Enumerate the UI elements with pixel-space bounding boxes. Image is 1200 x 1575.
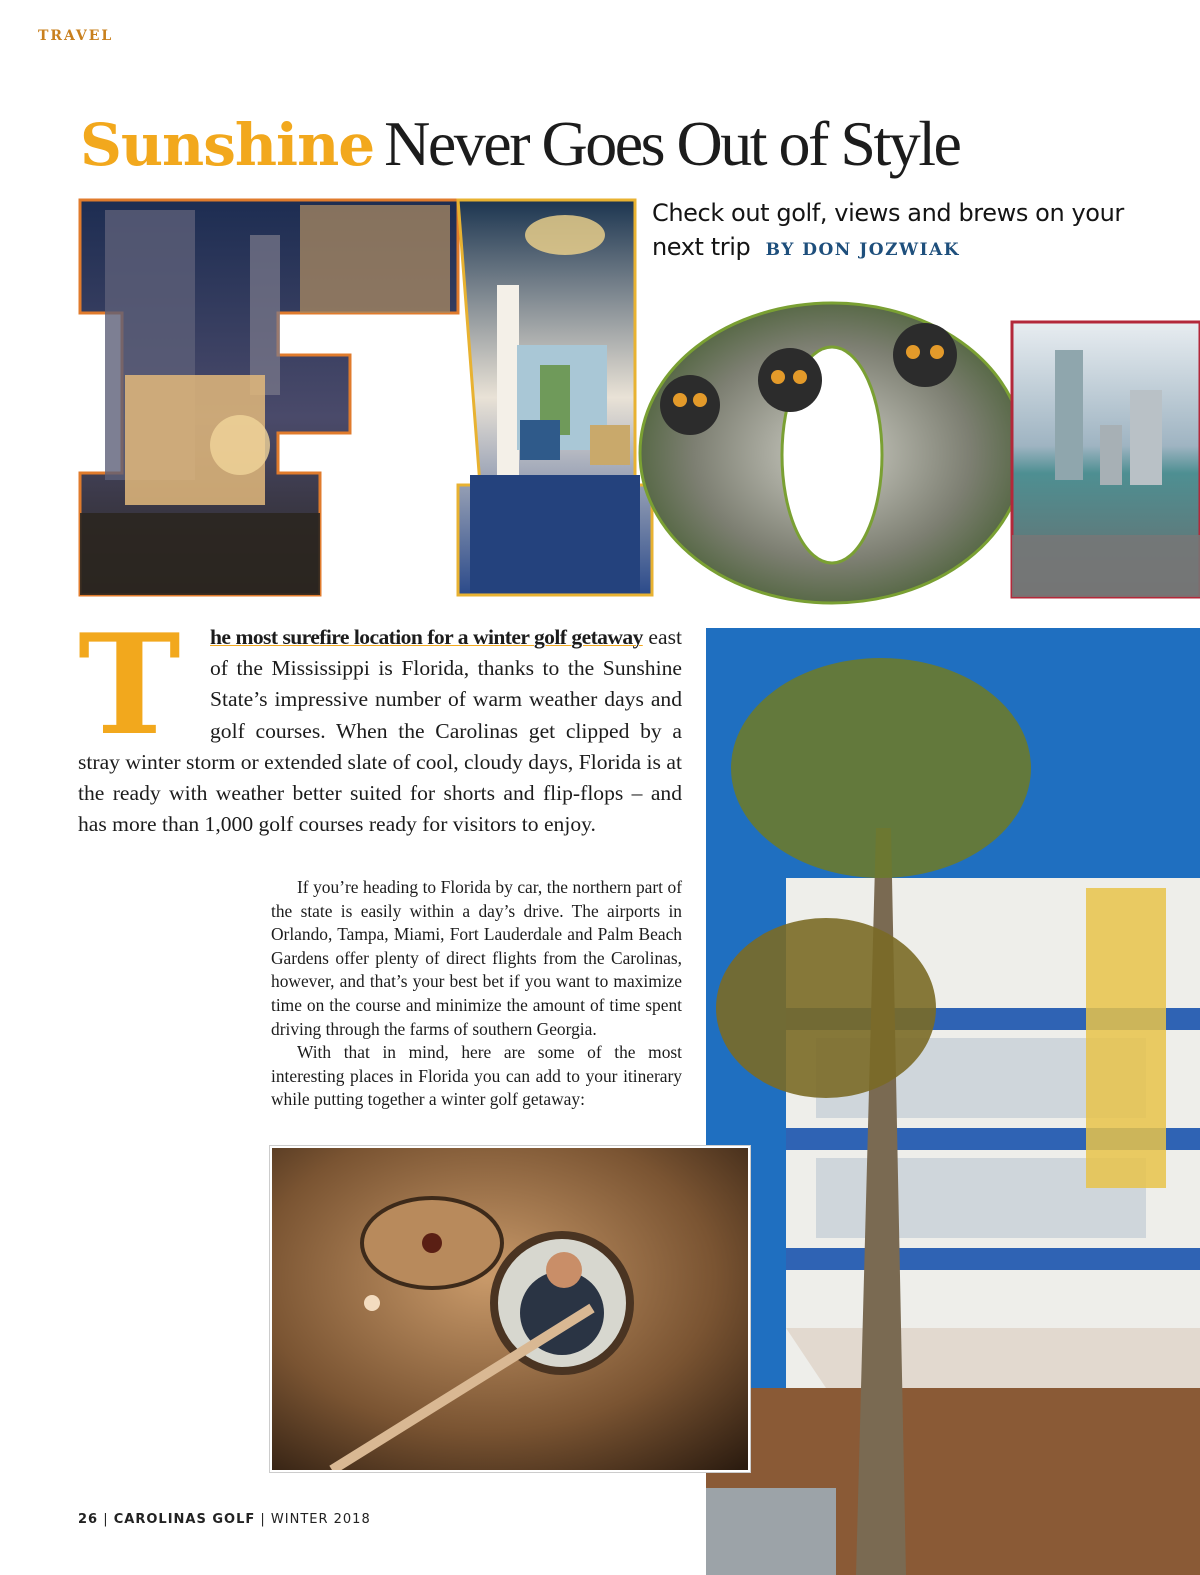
body-paragraph: With that in mind, here are some of the most interesting places in Florida you can add to your itinerary while putting together a winter golf getaway: (271, 1042, 682, 1110)
issue-date: WINTER 2018 (270, 1512, 371, 1527)
letter-l-hotel-suite (458, 200, 652, 595)
page-footer: 26 | CAROLINAS GOLF | WINTER 2018 (78, 1512, 371, 1527)
headline-accent: Sunshine (80, 111, 375, 179)
photo-letterforms (0, 195, 1200, 615)
lede-body: east of the Mississippi is Florida, thanks to the Sunshine State’s impressive number of warm weather days and golf courses. When the Carolinas get clipped by a stray winter storm or extended slate of cool, cloudy days, Florida is at the ready with weather better suited for shorts and flip-flops – and has more than 1,000 golf courses ready for visitors to enjoy. (78, 625, 682, 837)
magazine-name: CAROLINAS GOLF (113, 1512, 256, 1527)
drop-cap (78, 628, 204, 738)
article-body (271, 876, 682, 1112)
letter-o-lemurs (640, 303, 1024, 603)
page-number: 26 (78, 1512, 99, 1527)
section-label: TRAVEL (38, 28, 114, 44)
art-deco-hotel-photo (706, 628, 1200, 1575)
headline (80, 108, 960, 179)
body-paragraph: If you’re heading to Florida by car, the northern part of the state is easily within a day’s drive. The airports in Orlando, Tampa, Miami, Fort Lauderdale and Palm Beach Gardens offer plenty of direct flights from the Carolinas, however, and that’s your best bet if you want to maximize time on the course and minimize the amount of time spent driving through the farms of southern Georgia. (271, 877, 682, 1039)
svg-text:T: T (78, 628, 181, 738)
headline-rest: Never Goes Out of Style (384, 108, 960, 179)
deck-text: Check out golf, views and brews on your next trip (652, 199, 1124, 261)
byline: BY DON JOZWIAK (765, 240, 961, 260)
lede-first-line: he most surefire location for a winter golf getaway (210, 625, 643, 649)
brewery-tank-photo (270, 1146, 750, 1472)
lede-paragraph (78, 622, 682, 840)
letter-r-miami-waterfront (1012, 322, 1200, 597)
letter-f-tampa-skyline (80, 200, 458, 595)
